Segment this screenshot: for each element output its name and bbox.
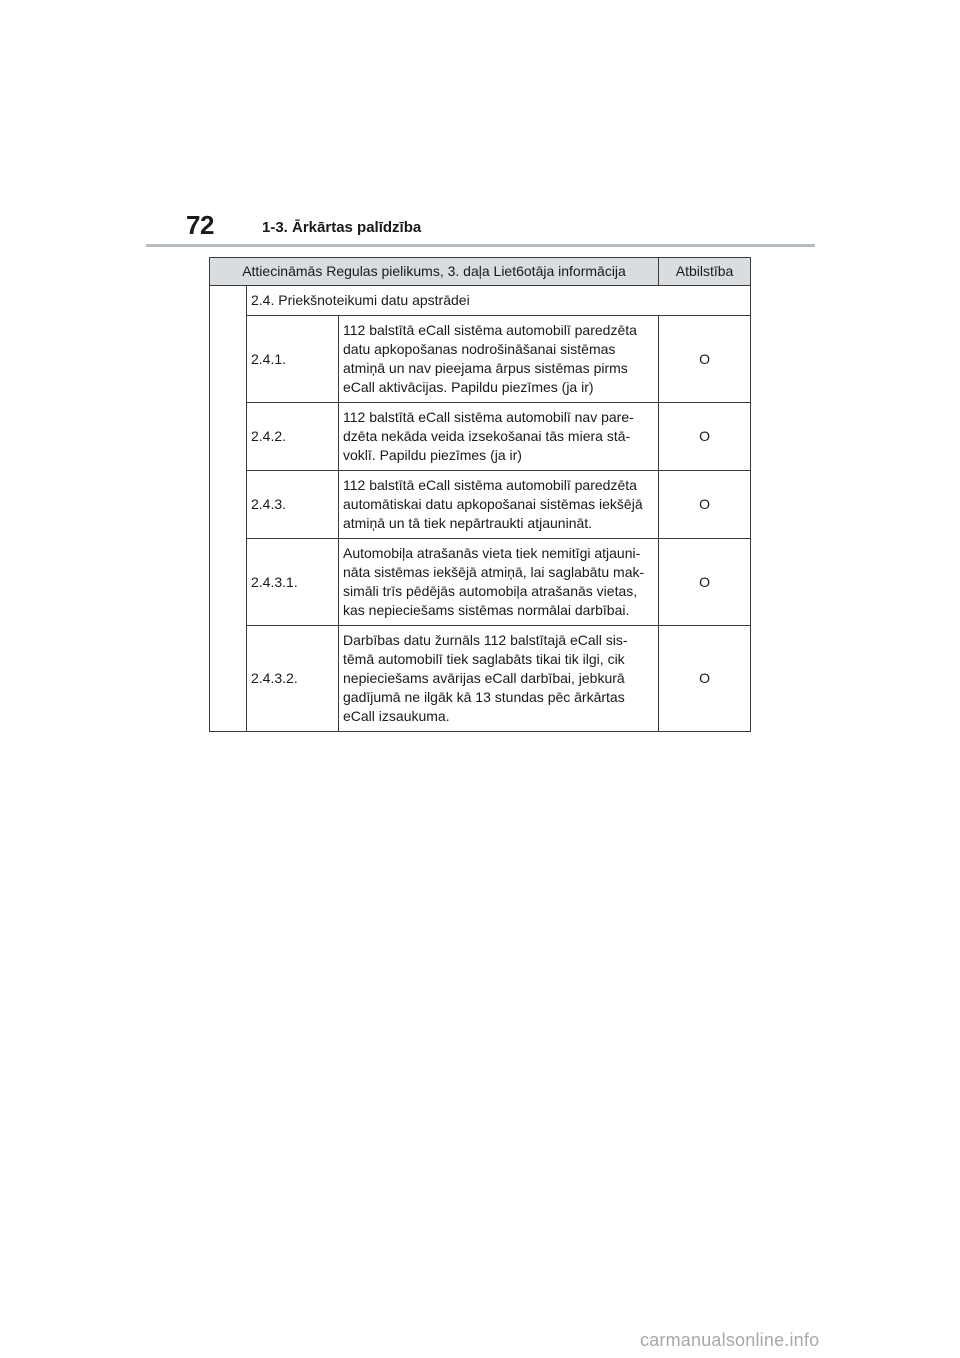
description-line: Automobiļa atrašanās vieta tiek nemitīgi atjauni-: [343, 545, 641, 561]
table-row: [210, 316, 751, 403]
description-line: nepieciešams avārijas eCall darbībai, jebkurā: [343, 670, 625, 686]
description-line: tēmā automobilī tiek saglabāts tikai tik ilgi, cik: [343, 651, 625, 667]
table-header-row: [210, 258, 751, 286]
description-line: dzēta nekāda veida izsekošanai tās miera stā-: [343, 428, 631, 444]
description-line: eCall aktivācijas. Papildu piezīmes (ja ir): [343, 379, 594, 395]
description-line: 112 balstītā eCall sistēma automobilī nav pare-: [343, 409, 634, 425]
description-line: automātiskai datu apkopošanai sistēmas iekšējā: [343, 496, 643, 512]
compliance-mark: O: [659, 539, 751, 626]
group-title: 2.4. Priekšnoteikumi datu apstrādei: [247, 286, 751, 316]
row-number: 2.4.3.2.: [247, 626, 339, 732]
indent-cell: [210, 286, 247, 732]
header-divider: [146, 244, 815, 247]
column-header-annex-info: Attiecināmās Regulas pielikums, 3. daļa Liet6otāja informācija: [210, 258, 659, 286]
row-description: [339, 626, 659, 732]
compliance-mark: O: [659, 471, 751, 539]
compliance-mark: O: [659, 626, 751, 732]
compliance-mark: O: [659, 316, 751, 403]
table-row: [210, 471, 751, 539]
row-number: 2.4.3.: [247, 471, 339, 539]
description-line: Darbības datu žurnāls 112 balstītajā eCall sis-: [343, 632, 628, 648]
row-number: 2.4.3.1.: [247, 539, 339, 626]
description-line: 112 balstītā eCall sistēma automobilī paredzēta: [343, 322, 637, 338]
description-line: 112 balstītā eCall sistēma automobilī paredzēta: [343, 477, 637, 493]
description-line: nāta sistēmas iekšējā atmiņā, lai saglabātu mak-: [343, 564, 645, 580]
table-row: [210, 626, 751, 732]
table-row: [210, 539, 751, 626]
description-line: kas nepieciešams sistēmas normālai darbībai.: [343, 602, 630, 618]
description-line: atmiņā un nav pieejama ārpus sistēmas pirms: [343, 360, 628, 376]
section-title: 1-3. Ārkārtas palīdzība: [262, 219, 422, 236]
row-number: 2.4.2.: [247, 403, 339, 471]
row-description: [339, 316, 659, 403]
column-header-compliance: Atbilstība: [659, 258, 751, 286]
description-line: voklī. Papildu piezīmes (ja ir): [343, 447, 522, 463]
compliance-mark: O: [659, 403, 751, 471]
row-number: 2.4.1.: [247, 316, 339, 403]
description-line: gadījumā ne ilgāk kā 13 stundas pēc ārkārtas: [343, 689, 625, 705]
row-description: [339, 471, 659, 539]
row-description: [339, 403, 659, 471]
table-row: [210, 403, 751, 471]
watermark-text: carmanualsonline.info: [640, 1330, 820, 1350]
description-line: atmiņā un tā tiek nepārtraukti atjaunināt.: [343, 515, 593, 531]
page-number: 72: [186, 210, 214, 240]
data-processing-table: [209, 257, 751, 732]
group-row: [210, 286, 751, 316]
description-line: eCall izsaukuma.: [343, 708, 450, 724]
description-line: datu apkopošanas nodrošināšanai sistēmas: [343, 341, 616, 357]
row-description: [339, 539, 659, 626]
description-line: simāli trīs pēdējās automobiļa atrašanās vietas,: [343, 583, 638, 599]
